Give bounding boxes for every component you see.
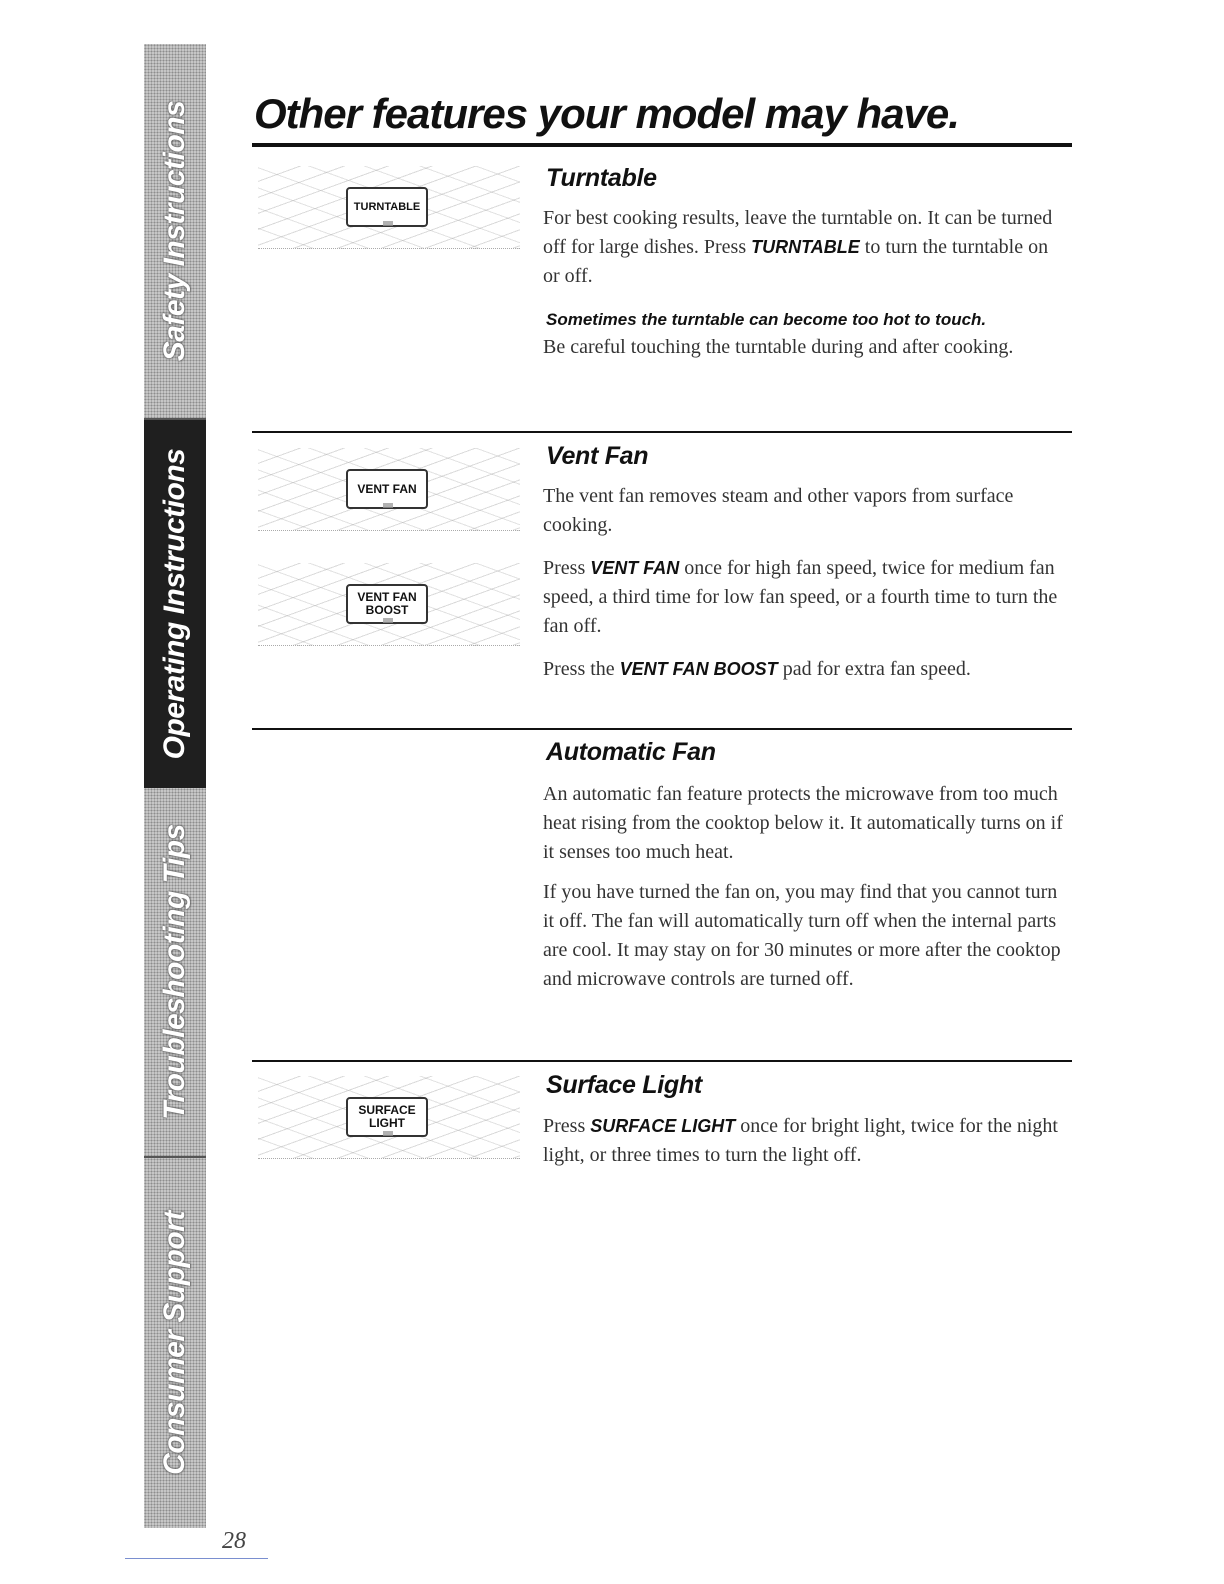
vent-fan-boost-instructions — [543, 655, 1068, 684]
turntable-button-label: TURNTABLE — [353, 200, 421, 213]
vent-fan-speed-instructions — [543, 554, 1068, 641]
footer-rule — [125, 1558, 268, 1559]
text-run: once for bright light, twice for the night light, or three times to turn the light off. — [543, 1115, 1058, 1166]
vent-fan-description: The vent fan removes steam and other vapors from surface cooking. — [543, 485, 1014, 536]
section-rule — [252, 1060, 1072, 1062]
turntable-title: Turntable — [546, 164, 657, 192]
side-tab-label: Operating Instructions — [158, 448, 191, 760]
text-run: Press — [543, 1115, 591, 1137]
indicator-light-icon — [383, 1131, 393, 1136]
surface-light-instructions — [543, 1112, 1068, 1170]
side-tab-troubleshooting-tips[interactable] — [144, 788, 206, 1156]
text-run: For best cooking results, leave the turntable on. It can be turned off for large dishes. Press — [543, 207, 1053, 258]
turntable-button — [346, 187, 428, 227]
turntable-keyword: TURNTABLE — [751, 237, 860, 257]
section-rule — [252, 431, 1072, 433]
automatic-fan-details: If you have turned the fan on, you may find that you cannot turn it off. The fan will automatically turn off when the internal parts are cool. It may stay on for 30 minutes or more after the cooktop and microwave controls are turned off. — [543, 881, 1061, 990]
title-rule — [252, 143, 1072, 147]
page-title: Other features your model may have. — [254, 90, 959, 137]
turntable-description — [543, 204, 1068, 291]
surface-light-button — [346, 1097, 428, 1137]
section-rule — [252, 728, 1072, 730]
indicator-light-icon — [383, 618, 393, 623]
vent-fan-button — [346, 469, 428, 509]
turntable-caution-text: Be careful touching the turntable during and after cooking. — [543, 336, 1014, 358]
vent-fan-panel-illustration — [258, 448, 520, 531]
text-run: pad for extra fan speed. — [777, 658, 971, 680]
side-tab-label: Consumer Support — [158, 1211, 191, 1475]
side-tab-label: Safety Instructions — [158, 100, 191, 362]
automatic-fan-title: Automatic Fan — [546, 738, 716, 766]
vent-fan-boost-keyword: VENT FAN BOOST — [619, 659, 778, 679]
side-tab-operating-instructions[interactable] — [144, 420, 206, 788]
vent-fan-boost-button — [346, 584, 428, 624]
side-tab-label: Troubleshooting Tips — [158, 824, 191, 1120]
vent-fan-boost-panel-illustration — [258, 563, 520, 646]
surface-light-title: Surface Light — [546, 1071, 702, 1099]
page-number: 28 — [222, 1528, 246, 1554]
side-tab-consumer-support[interactable] — [144, 1158, 206, 1528]
turntable-panel-illustration — [258, 166, 520, 249]
text-run: once for high fan speed, twice for medium fan speed, a third time for low fan speed, or a fourth time to turn the fan off. — [543, 557, 1058, 637]
vent-fan-button-label: VENT FAN — [357, 481, 417, 496]
indicator-light-icon — [383, 503, 393, 508]
side-tab-safety-instructions[interactable] — [144, 44, 206, 418]
vent-fan-title: Vent Fan — [546, 442, 649, 470]
automatic-fan-description: An automatic fan feature protects the microwave from too much heat rising from the cooktop below it. It automatically turns on if it senses too much heat. — [543, 783, 1063, 863]
indicator-light-icon — [383, 221, 393, 226]
text-run: to turn the turntable on or off. — [543, 236, 1049, 287]
text-run: Press — [543, 557, 591, 579]
surface-light-panel-illustration — [258, 1076, 520, 1159]
vent-fan-keyword: VENT FAN — [590, 558, 680, 578]
text-run: Press the — [543, 658, 620, 680]
surface-light-keyword: SURFACE LIGHT — [590, 1116, 736, 1136]
surface-light-button-label: SURFACE LIGHT — [358, 1103, 416, 1130]
turntable-warning: Sometimes the turntable can become too hot to touch. — [546, 310, 987, 329]
vent-fan-boost-button-label: VENT FAN BOOST — [357, 590, 417, 617]
